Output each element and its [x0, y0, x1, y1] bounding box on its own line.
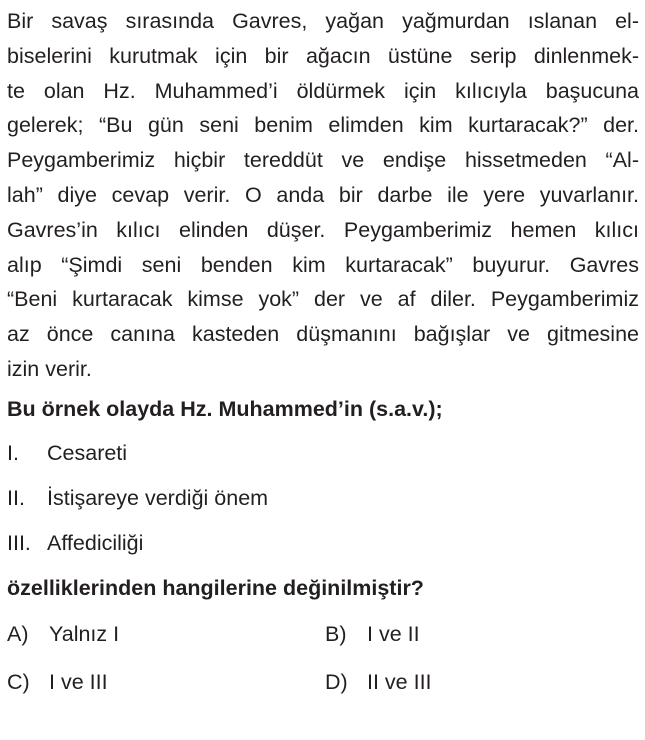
- option-letter: C): [7, 669, 30, 694]
- option-c[interactable]: [7, 658, 325, 706]
- passage-line: alıp “Şimdi seni benden kim kurtaracak” buyurur. Gavres: [7, 252, 639, 277]
- premise-numeral: II.: [7, 485, 25, 510]
- passage-line: izin verir.: [7, 356, 92, 381]
- question-text: özelliklerinden hangilerine değinilmiştir?: [7, 575, 424, 600]
- premise-item: [7, 476, 639, 521]
- passage-line: Bir savaş sırasında Gavres, yağan yağmurdan ıslanan el-: [7, 9, 639, 33]
- passage: [7, 4, 639, 387]
- option-b[interactable]: [325, 610, 639, 658]
- option-text: I ve III: [49, 669, 108, 694]
- answer-options: [7, 610, 639, 706]
- question-block: [7, 4, 639, 706]
- passage-line: gelerek; “Bu gün seni benim elimden kim kurtaracak?” der.: [7, 113, 639, 138]
- passage-line: lah” diye cevap verir. O anda bir darbe ile yere yuvarlanır.: [7, 182, 639, 207]
- passage-line: “Beni kurtaracak kimse yok” der ve af diler. Peygamberimiz: [7, 287, 639, 312]
- option-letter: B): [325, 621, 347, 646]
- premise-text: İstişareye verdiği önem: [47, 485, 269, 510]
- passage-line: te olan Hz. Muhammed’i öldürmek için kılıcıyla başucuna: [7, 78, 639, 103]
- option-d[interactable]: [325, 658, 639, 706]
- option-a[interactable]: [7, 610, 325, 658]
- option-text: Yalnız I: [49, 621, 120, 646]
- passage-line: biselerini kurutmak için bir ağacın üstüne serip dinlenmek-: [7, 43, 639, 68]
- premise-list: [7, 431, 639, 566]
- question-stem: Bu örnek olayda Hz. Muhammed’in (s.a.v.);: [7, 396, 443, 421]
- premise-item: [7, 431, 639, 476]
- premise-text: Cesareti: [47, 440, 128, 465]
- passage-line: az önce canına kasteden düşmanını bağışlar ve gitmesine: [7, 322, 639, 347]
- premise-numeral: I.: [7, 440, 19, 465]
- premise-text: Affediciliği: [47, 530, 144, 555]
- option-text: I ve II: [367, 621, 420, 646]
- passage-line: Peygamberimiz hiçbir tereddüt ve endişe hissetmeden “Al-: [7, 148, 639, 173]
- option-text: II ve III: [367, 669, 432, 694]
- premise-numeral: III.: [7, 530, 31, 555]
- passage-line: Gavres’in kılıcı elinden düşer. Peygamberimiz hemen kılıcı: [7, 217, 639, 242]
- option-letter: A): [7, 621, 29, 646]
- option-letter: D): [325, 669, 348, 694]
- premise-item: [7, 521, 639, 566]
